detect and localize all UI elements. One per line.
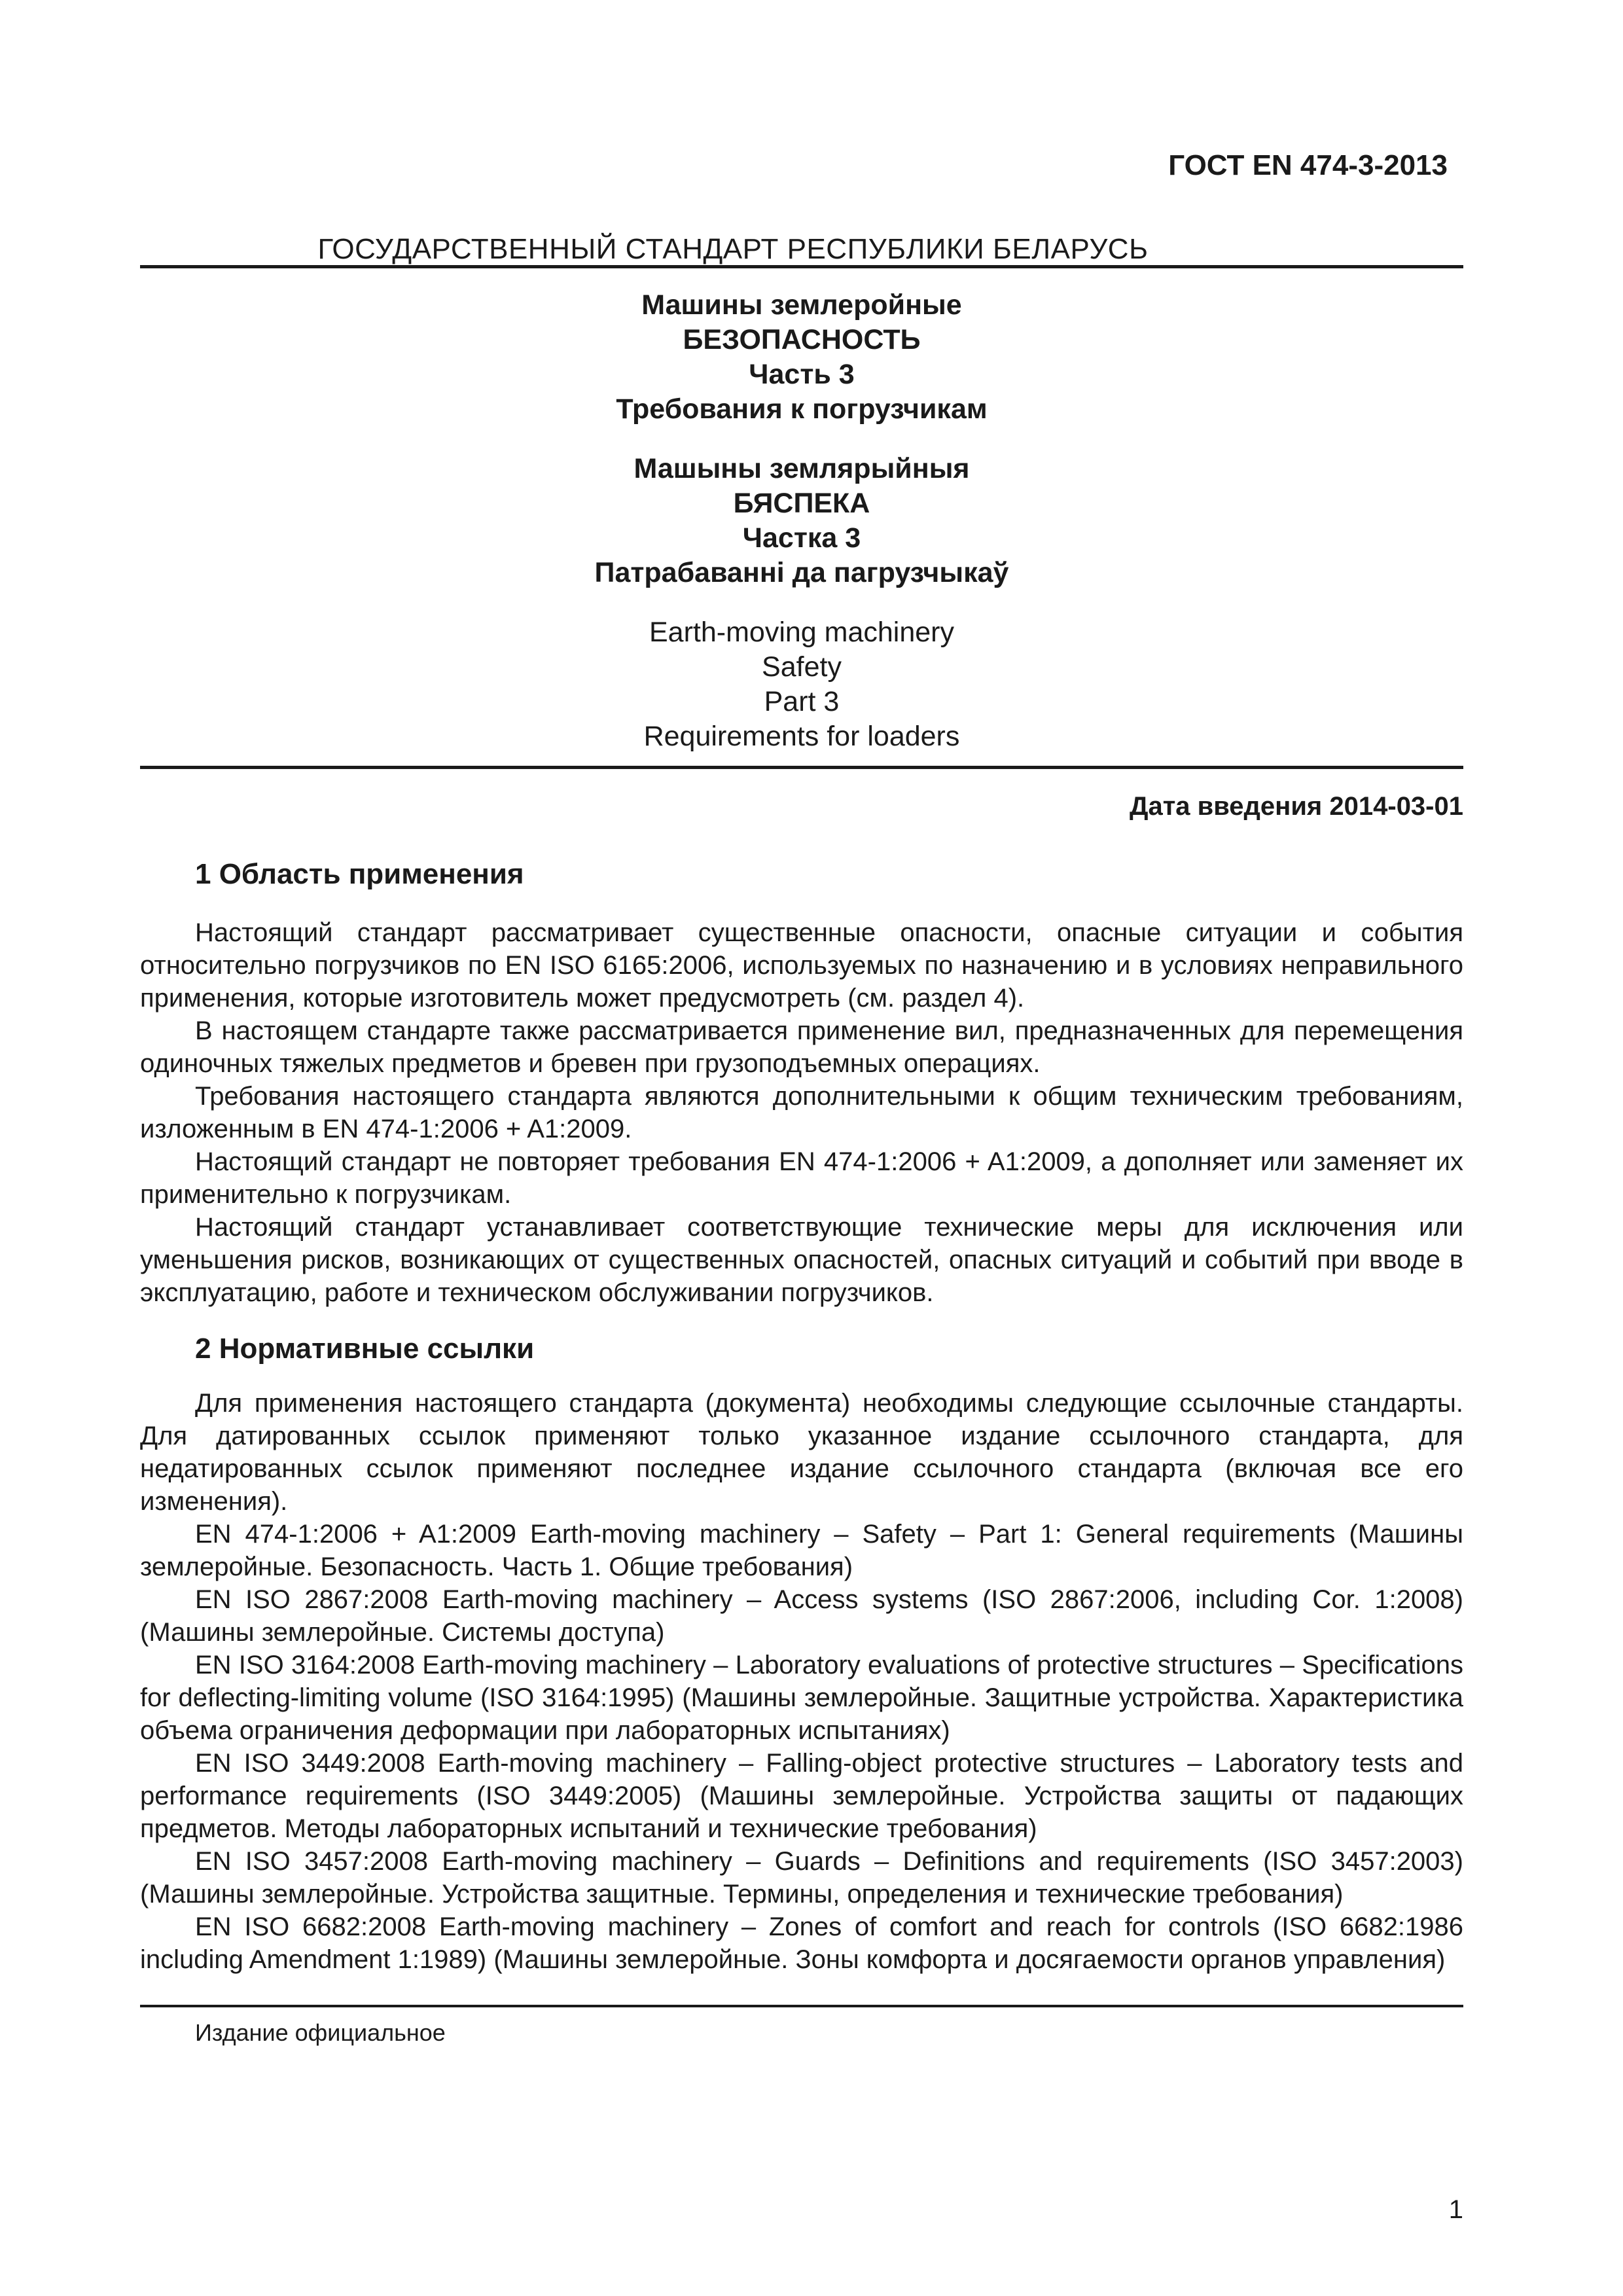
title-ru-line: Требования к погрузчикам [616,393,988,425]
standard-heading-text: ГОСУДАРСТВЕННЫЙ СТАНДАРТ РЕСПУБЛИКИ БЕЛАРУСЬ [317,233,1149,265]
document-code: ГОСТ EN 474-3-2013 [1168,149,1448,181]
title-belarusian [140,452,1463,590]
section-heading-scope: 1 Область применения [195,858,524,890]
reference-entry: EN ISO 3164:2008 Earth-moving machinery – Laboratory evaluations of protective structures – Specifications for deflecting-limiting volume (ISO 3164:1995) (Машины землеройные. Защитные устройства. Характеристика объема ограничения деформации при лабораторных испытаниях) [140,1651,1463,1745]
paragraph: Для применения настоящего стандарта (документа) необходимы следующие ссылочные стандарты. Для датированных ссылок применяют только указанное издание ссылочного стандарта, для недатированных ссылок применяют последнее издание ссылочного стандарта (включая все его изменения). [140,1389,1463,1516]
reference-entry: EN ISO 3457:2008 Earth-moving machinery – Guards – Definitions and requirements (ISO 3457:2003) (Машины землеройные. Устройства защитные. Термины, определения и технические требования) [140,1847,1463,1909]
title-by-line: Частка 3 [742,522,861,554]
footer-rule [140,2005,1463,2007]
title-by-line: БЯСПЕКА [733,488,870,519]
paragraph: Настоящий стандарт не повторяет требования EN 474-1:2006 + A1:2009, а дополняет или заменяет их применительно к погрузчикам. [140,1147,1463,1209]
title-russian [140,288,1463,427]
section-heading-references: 2 Нормативные ссылки [195,1333,535,1365]
standard-heading [140,233,1463,266]
reference-entry: EN ISO 2867:2008 Earth-moving machinery – Access systems (ISO 2867:2006, including Cor. 1:2008) (Машины землеройные. Системы доступа) [140,1585,1463,1647]
paragraph: Настоящий стандарт рассматривает существенные опасности, опасные ситуации и события относительно погрузчиков по EN ISO 6165:2006, используемых по назначению и в условиях неправильного применения, которые изготовитель может предусмотреть (см. раздел 4). [140,918,1463,1013]
title-en-line: Part 3 [764,686,840,717]
title-ru-line: Машины землеройные [641,289,962,321]
page-number: 1 [1448,2195,1463,2224]
title-by-line: Машыны землярыйныя [633,453,970,484]
paragraph: В настоящем стандарте также рассматривается применение вил, предназначенных для перемещения одиночных тяжелых предметов и бревен при грузоподъемных операциях. [140,1016,1463,1078]
title-by-line: Патрабаванні да пагрузчыкаў [594,557,1009,588]
title-en-line: Safety [762,651,842,683]
paragraph: Требования настоящего стандарта являются дополнительными к общим техническим требованиям, изложенным в EN 474-1:2006 + A1:2009. [140,1082,1463,1143]
official-edition-note: Издание официальное [195,2019,446,2046]
title-en-line: Earth-moving machinery [649,617,954,648]
section-body-scope [140,916,1463,1309]
title-en-line: Requirements for loaders [643,721,960,752]
header-rule [140,265,1463,268]
title-ru-line: Часть 3 [749,359,855,390]
reference-entry: EN ISO 6682:2008 Earth-moving machinery – Zones of comfort and reach for controls (ISO 6682:1986 including Amendment 1:1989) (Машины землеройные. Зоны комфорта и досягаемости органов управления) [140,1912,1463,1974]
paragraph: Настоящий стандарт устанавливает соответствующие технические меры для исключения или уменьшения рисков, возникающих от существенных опасностей, опасных ситуаций и событий при вводе в эксплуатацию, работе и техническом обслуживании погрузчиков. [140,1213,1463,1307]
reference-entry: EN ISO 3449:2008 Earth-moving machinery – Falling-object protective structures – Laboratory tests and performance requirements (ISO 3449:2005) (Машины землеройные. Устройства защиты от падающих предметов. Методы лабораторных испытаний и технические требования) [140,1749,1463,1843]
title-english [140,615,1463,754]
section-body-references [140,1387,1463,1976]
title-ru-line: БЕЗОПАСНОСТЬ [683,324,921,355]
reference-entry: EN 474-1:2006 + A1:2009 Earth-moving machinery – Safety – Part 1: General requirements (Машины землеройные. Безопасность. Часть 1. Общие требования) [140,1520,1463,1581]
introduction-date: Дата введения 2014-03-01 [1129,792,1463,821]
title-rule [140,766,1463,769]
